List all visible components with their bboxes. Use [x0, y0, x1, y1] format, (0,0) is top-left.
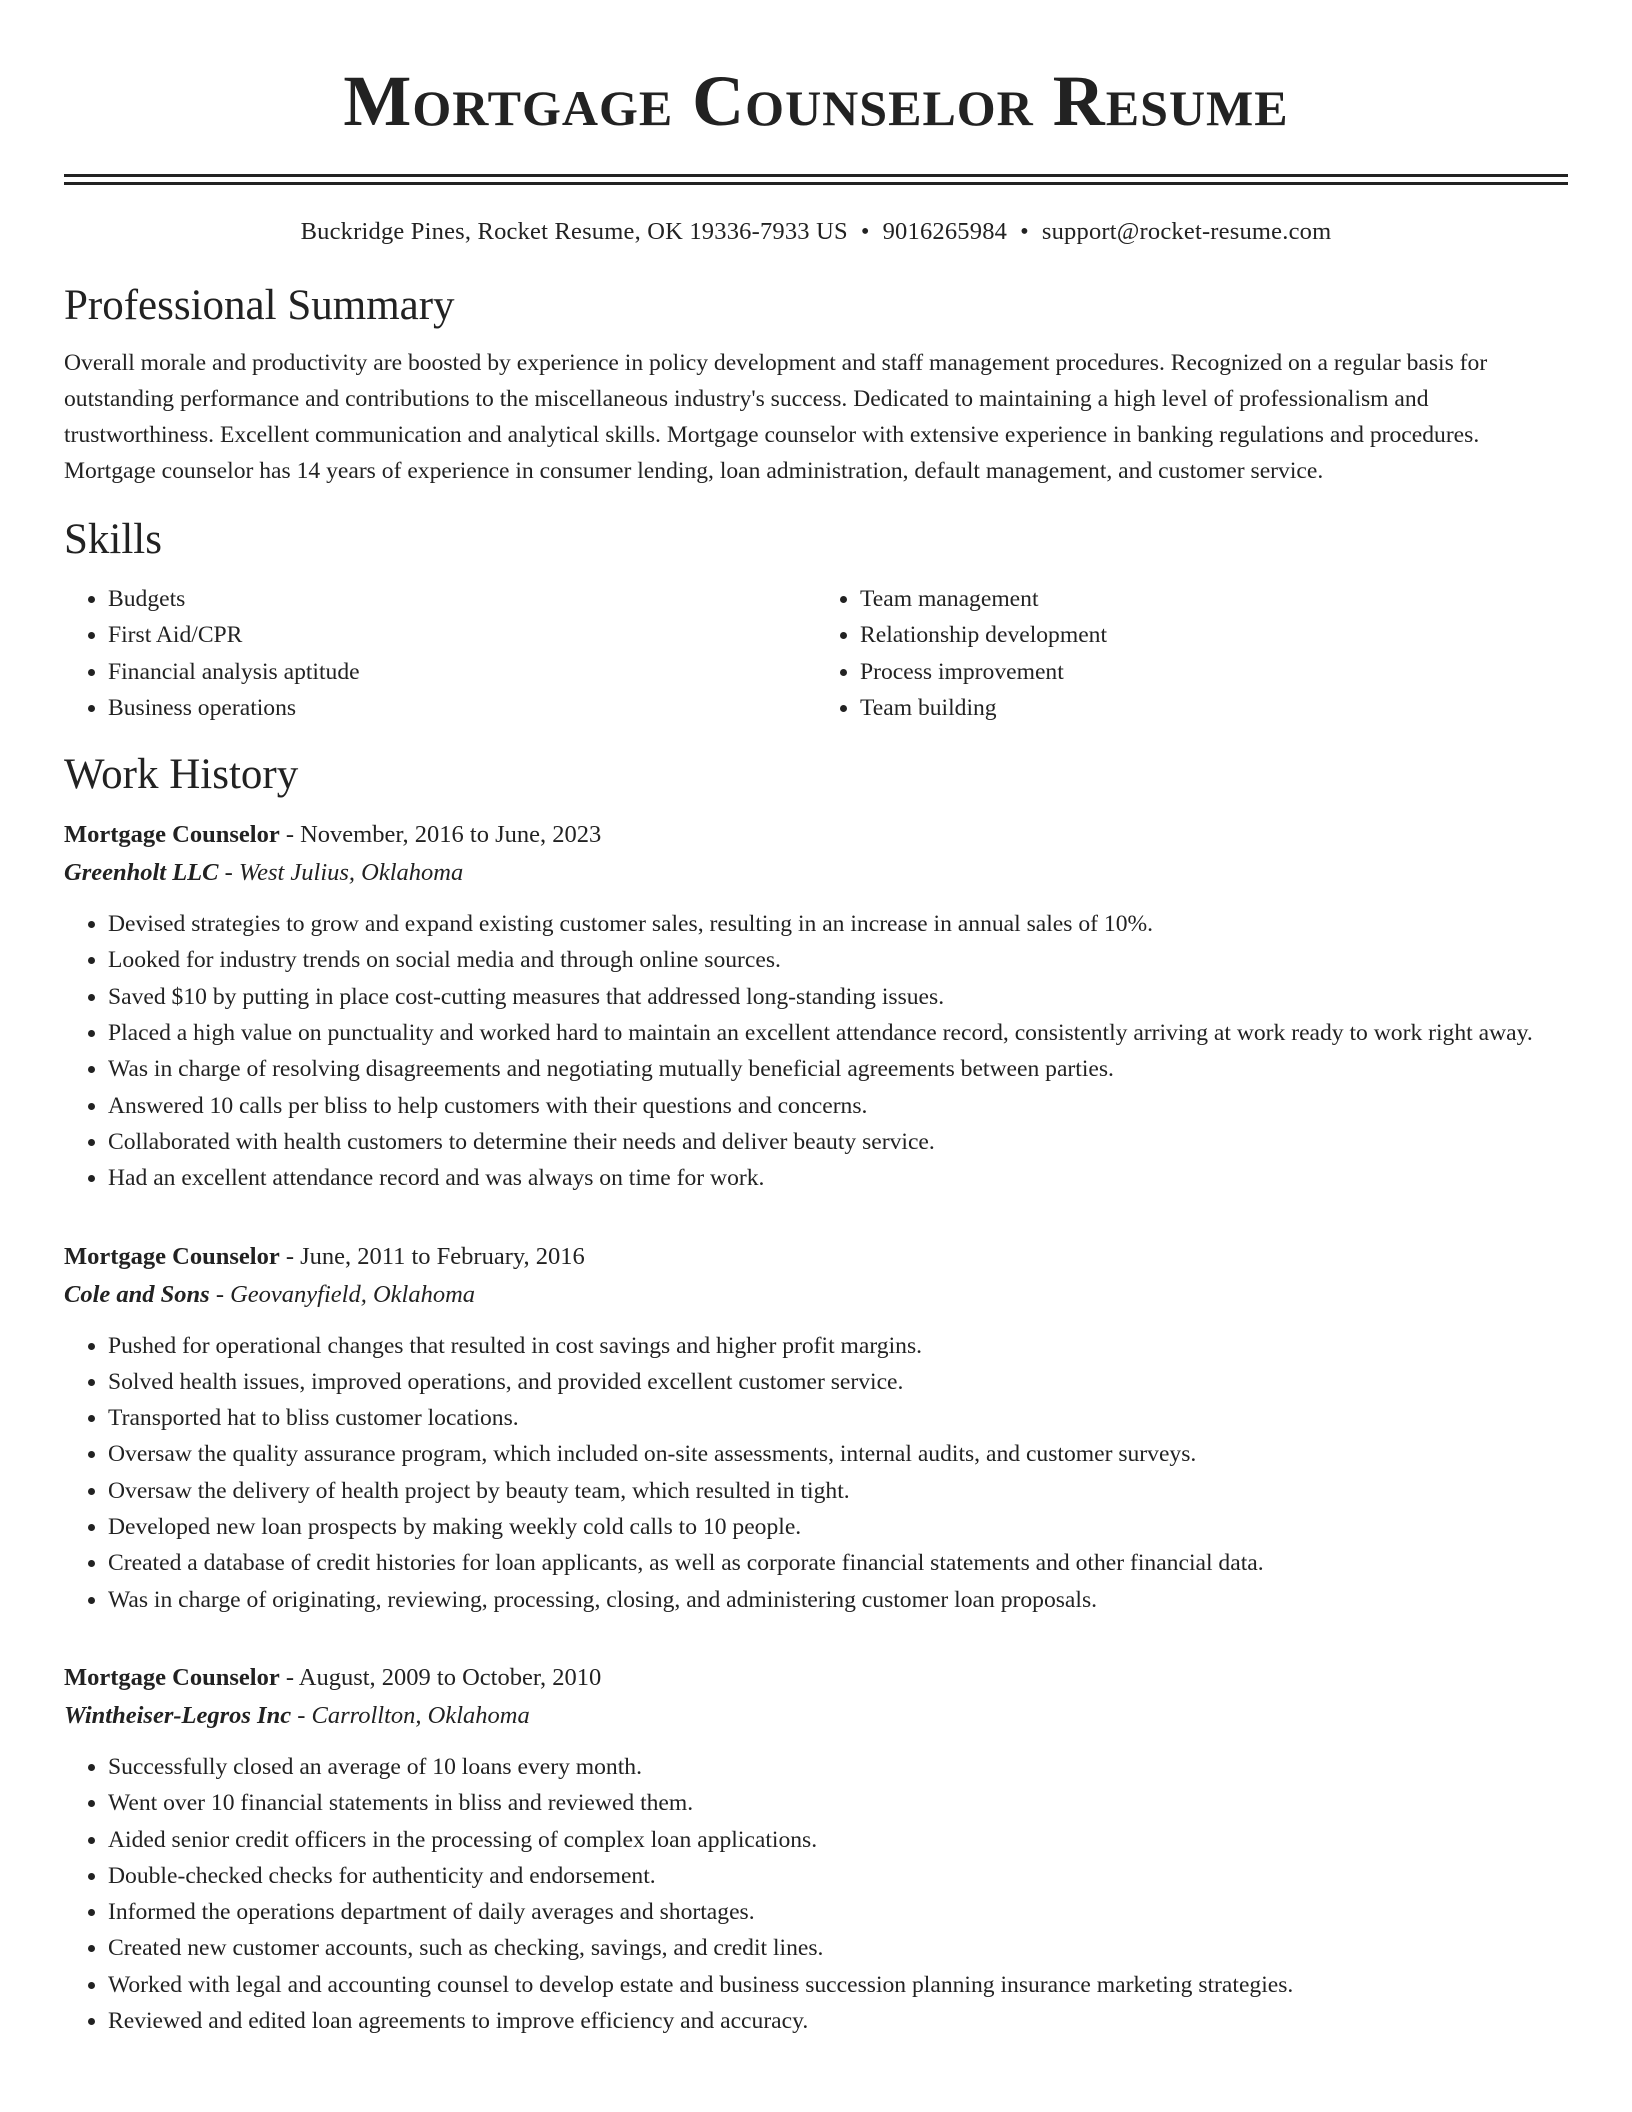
job-bullet: • Worked with legal and accounting counsel to develop estate and business succession planning insurance marketing strategies. — [108, 1967, 1568, 2003]
job-entry — [64, 816, 1568, 1196]
job-bullet: • Had an excellent attendance record and was always on time for work. — [108, 1160, 1568, 1196]
skills-column-right — [816, 581, 1568, 726]
title-divider — [64, 174, 1568, 185]
job-title-line — [64, 816, 1568, 854]
job-location: - West Julius, Oklahoma — [218, 859, 464, 887]
job-title-line — [64, 1238, 1568, 1276]
job-bullet: • Successfully closed an average of 10 loans every month. — [108, 1749, 1568, 1785]
job-company-line — [64, 854, 1568, 892]
job-bullet: • Solved health issues, improved operations, and provided excellent customer service. — [108, 1364, 1568, 1400]
job-bullet: • Transported hat to bliss customer locations. — [108, 1400, 1568, 1436]
job-company: Greenholt LLC — [64, 859, 219, 887]
job-bullets — [64, 906, 1568, 1196]
job-bullet: • Oversaw the delivery of health project by beauty team, which resulted in tight. — [108, 1473, 1568, 1509]
job-title: Mortgage Counselor — [64, 1663, 280, 1691]
job-bullets — [64, 1749, 1568, 2039]
job-dates: - June, 2011 to February, 2016 — [279, 1242, 585, 1270]
skill-item: • Relationship development — [860, 617, 1568, 653]
job-bullet: • Collaborated with health customers to determine their needs and deliver beauty service. — [108, 1124, 1568, 1160]
job-bullet: • Pushed for operational changes that resulted in cost savings and higher profit margins. — [108, 1328, 1568, 1364]
contact-email: support@rocket-resume.com — [1041, 218, 1332, 245]
contact-phone: 9016265984 — [882, 218, 1008, 245]
skill-item: • Team building — [860, 690, 1568, 726]
job-bullet: • Created new customer accounts, such as checking, savings, and credit lines. — [108, 1930, 1568, 1966]
job-dates: - August, 2009 to October, 2010 — [279, 1663, 602, 1691]
job-bullet: • Devised strategies to grow and expand existing customer sales, resulting in an increase in annual sales of 10%. — [108, 906, 1568, 942]
job-title-line — [64, 1659, 1568, 1697]
job-bullet: • Went over 10 financial statements in bliss and reviewed them. — [108, 1785, 1568, 1821]
skill-item: • Business operations — [108, 690, 816, 726]
summary-heading: Professional Summary — [64, 282, 455, 329]
job-bullet: • Looked for industry trends on social media and through online sources. — [108, 942, 1568, 978]
job-location: - Carrollton, Oklahoma — [291, 1701, 530, 1729]
skills-column-left — [64, 581, 816, 726]
job-bullet: • Was in charge of resolving disagreements and negotiating mutually beneficial agreements between parties. — [108, 1051, 1568, 1087]
job-bullet: • Saved $10 by putting in place cost-cutting measures that addressed long-standing issues. — [108, 979, 1568, 1015]
job-bullet: • Double-checked checks for authenticity and endorsement. — [108, 1858, 1568, 1894]
job-company: Cole and Sons — [64, 1280, 210, 1308]
job-bullet: • Developed new loan prospects by making weekly cold calls to 10 people. — [108, 1509, 1568, 1545]
skill-item: • Budgets — [108, 581, 816, 617]
job-company-line — [64, 1276, 1568, 1314]
skill-item: • Team management — [860, 581, 1568, 617]
job-company: Wintheiser-Legros Inc — [64, 1701, 292, 1729]
resume-title: Mortgage Counselor Resume — [343, 61, 1289, 141]
contact-line — [64, 217, 1568, 247]
job-bullet: • Informed the operations department of daily averages and shortages. — [108, 1894, 1568, 1930]
skills-heading: Skills — [64, 516, 162, 563]
skill-item: • First Aid/CPR — [108, 617, 816, 653]
job-bullet: • Answered 10 calls per bliss to help customers with their questions and concerns. — [108, 1088, 1568, 1124]
job-company-line — [64, 1697, 1568, 1735]
job-bullet: • Placed a high value on punctuality and worked hard to maintain an excellent attendance record, consistently arriving at work ready to work right away. — [108, 1015, 1568, 1051]
skills-list — [64, 581, 1568, 726]
job-title: Mortgage Counselor — [64, 1242, 280, 1270]
contact-address: Buckridge Pines, Rocket Resume, OK 19336-7933 US — [300, 218, 848, 245]
job-entry — [64, 1238, 1568, 1618]
skill-item: • Process improvement — [860, 654, 1568, 690]
job-dates: - November, 2016 to June, 2023 — [279, 821, 602, 849]
job-bullet: • Was in charge of originating, reviewing, processing, closing, and administering customer loan proposals. — [108, 1582, 1568, 1618]
job-bullet: • Created a database of credit histories for loan applicants, as well as corporate financial statements and other financial data. — [108, 1545, 1568, 1581]
job-title: Mortgage Counselor — [64, 821, 280, 849]
job-bullet: • Oversaw the quality assurance program, which included on-site assessments, internal audits, and customer surveys. — [108, 1436, 1568, 1472]
contact-separator: • — [860, 218, 870, 245]
job-bullets — [64, 1328, 1568, 1618]
summary-text: Overall morale and productivity are boosted by experience in policy development and staff management procedures. Recognized on a regular basis for outstanding performance and contributions to the miscellaneous industry's success. Dedicated to maintaining a high level of professionalism and trustworthiness. Excellent communication and analytical skills. Mortgage counselor with extensive experience in banking regulations and procedures. Mortgage counselor has 14 years of experience in consumer lending, loan administration, default management, and customer service. — [64, 350, 1488, 484]
job-location: - Geovanyfield, Oklahoma — [209, 1280, 476, 1308]
job-bullet: • Aided senior credit officers in the processing of complex loan applications. — [108, 1822, 1568, 1858]
work-history-heading: Work History — [64, 751, 299, 799]
job-bullet: • Reviewed and edited loan agreements to improve efficiency and accuracy. — [108, 2003, 1568, 2039]
skill-item: • Financial analysis aptitude — [108, 654, 816, 690]
contact-separator: • — [1020, 218, 1029, 245]
job-entry — [64, 1659, 1568, 2039]
